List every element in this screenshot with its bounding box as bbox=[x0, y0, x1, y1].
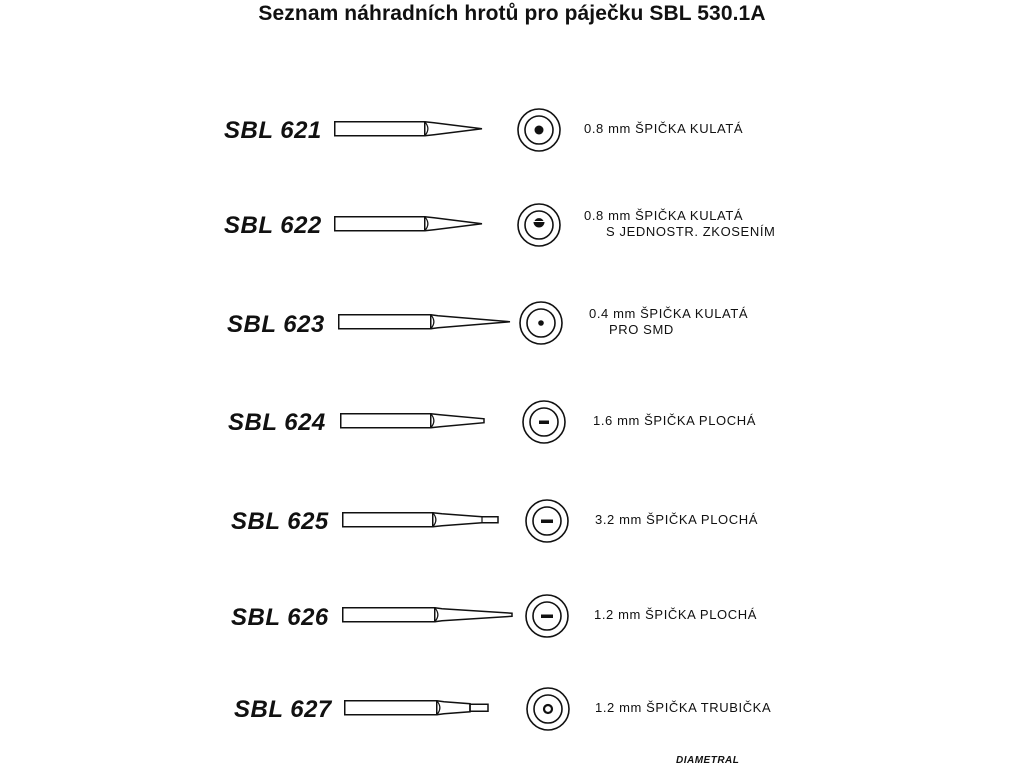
conical-tip-icon bbox=[334, 120, 494, 140]
tip-description bbox=[594, 607, 757, 623]
tip-description bbox=[595, 700, 771, 716]
tip-description bbox=[589, 306, 748, 338]
page-title: Seznam náhradních hrotů pro páječku SBL 530.1A bbox=[258, 2, 766, 25]
tip-description-line-1: 0.8 mm ŠPIČKA KULATÁ bbox=[584, 121, 744, 136]
tip-code: SBL 627 bbox=[234, 696, 332, 723]
tip-description bbox=[595, 512, 758, 528]
ring-icon bbox=[525, 686, 571, 732]
tip-description-line-1: 0.8 mm ŠPIČKA KULATÁ bbox=[584, 208, 744, 223]
flat-bar-icon bbox=[521, 399, 567, 445]
conical-tip-icon bbox=[338, 313, 518, 333]
tip-description-line-2: PRO SMD bbox=[609, 322, 674, 337]
conical-tip-icon bbox=[334, 215, 494, 235]
tip-description-line-1: 1.2 mm ŠPIČKA PLOCHÁ bbox=[594, 607, 757, 622]
round-dot-icon bbox=[516, 107, 562, 153]
brand-logo: DIAMETRAL bbox=[676, 755, 740, 766]
tip-description-line-1: 1.2 mm ŠPIČKA TRUBIČKA bbox=[595, 700, 772, 715]
tip-code: SBL 626 bbox=[231, 604, 329, 631]
tip-row-sbl-622 bbox=[0, 195, 1024, 255]
tip-description bbox=[593, 413, 756, 429]
small-dot-icon bbox=[518, 300, 564, 346]
tube-tip-icon bbox=[344, 699, 504, 719]
bevelled-dot-icon bbox=[516, 202, 562, 248]
flat-bar-icon bbox=[524, 498, 570, 544]
tip-code: SBL 621 bbox=[224, 117, 322, 144]
tip-row-sbl-623 bbox=[0, 293, 1024, 353]
tip-row-sbl-624 bbox=[0, 392, 1024, 452]
tip-description bbox=[584, 121, 743, 137]
tip-code: SBL 622 bbox=[224, 212, 322, 239]
chisel-tip-icon bbox=[342, 511, 512, 531]
tip-code: SBL 624 bbox=[228, 409, 326, 436]
tip-description bbox=[584, 208, 775, 240]
tip-code: SBL 625 bbox=[231, 508, 329, 535]
tip-row-sbl-625 bbox=[0, 491, 1024, 551]
tip-row-sbl-621 bbox=[0, 100, 1024, 160]
tip-description-line-2: S JEDNOSTR. ZKOSENÍM bbox=[606, 224, 776, 239]
tip-description-line-1: 3.2 mm ŠPIČKA PLOCHÁ bbox=[595, 512, 758, 527]
tip-code: SBL 623 bbox=[227, 311, 325, 338]
tip-row-sbl-626 bbox=[0, 588, 1024, 648]
tip-description-line-1: 1.6 mm ŠPIČKA PLOCHÁ bbox=[593, 413, 756, 428]
flat-bar-icon bbox=[524, 593, 570, 639]
chisel-tip-icon bbox=[342, 606, 522, 626]
tip-row-sbl-627 bbox=[0, 679, 1024, 739]
tip-description-line-1: 0.4 mm ŠPIČKA KULATÁ bbox=[589, 306, 749, 321]
chisel-tip-icon bbox=[340, 412, 500, 432]
